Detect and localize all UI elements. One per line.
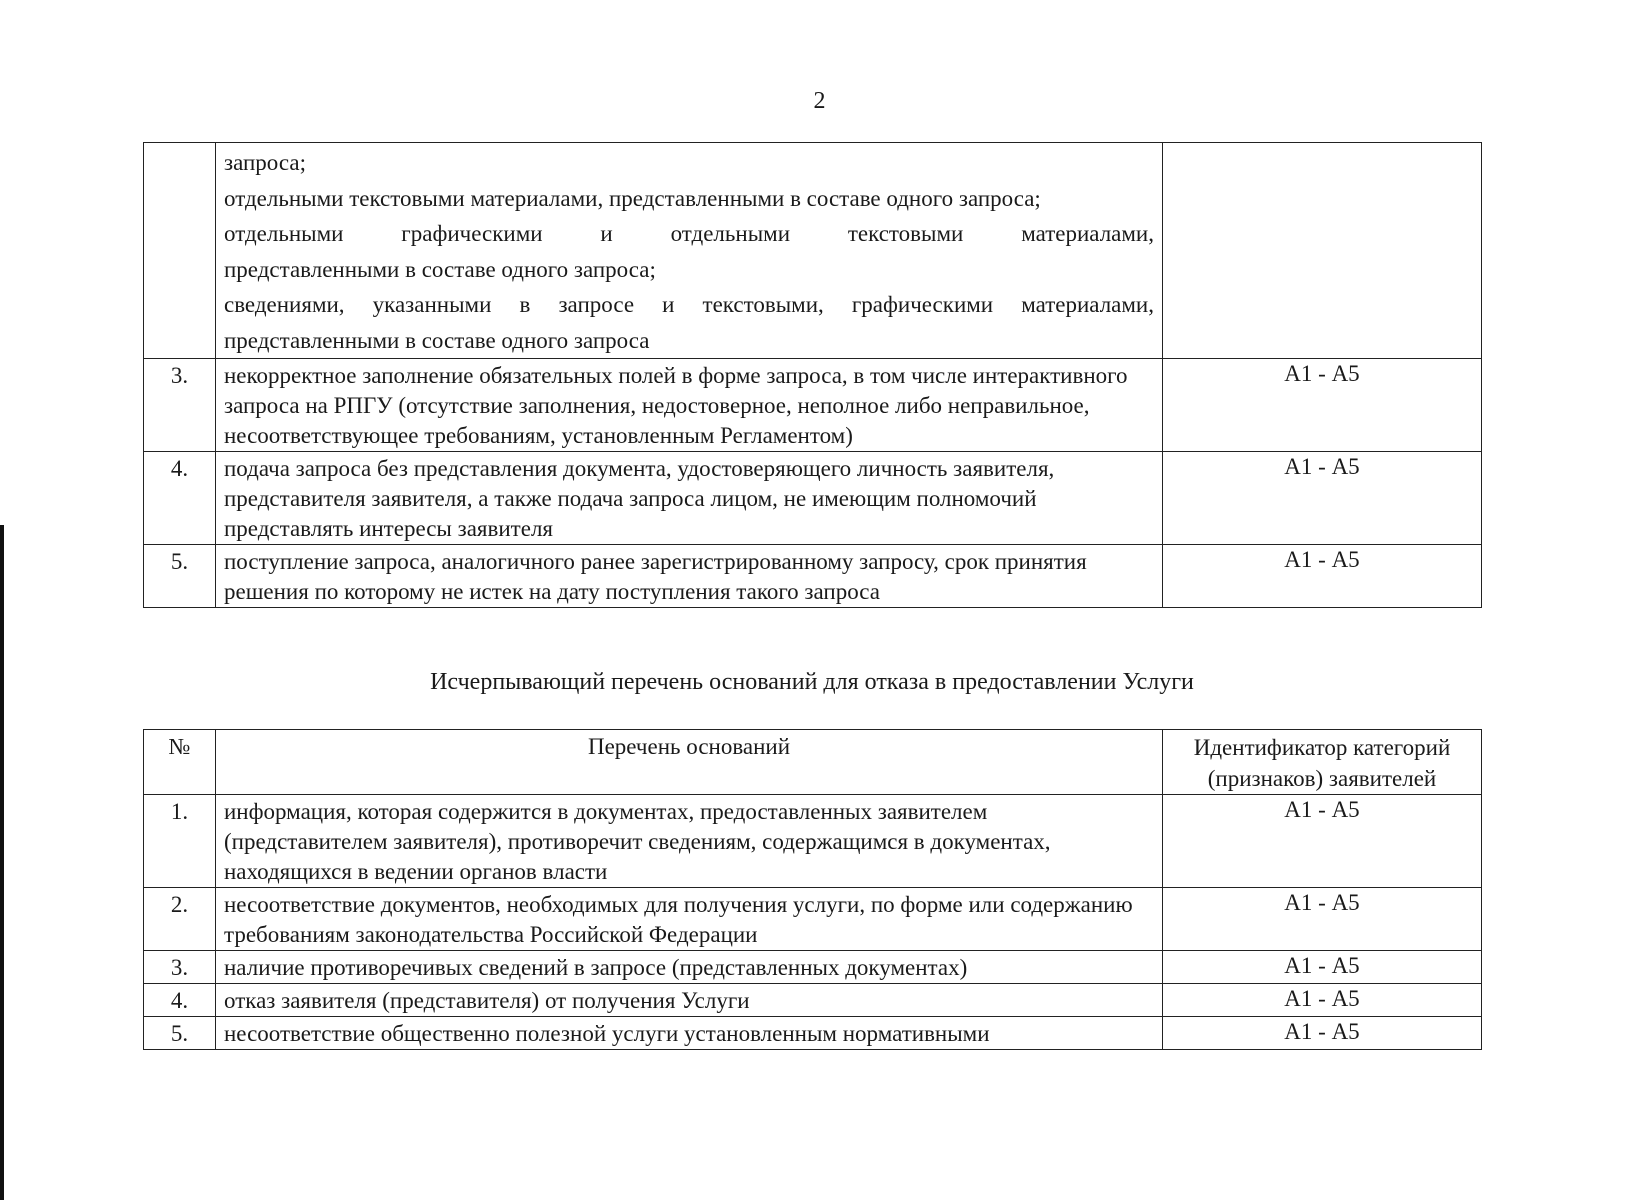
row-ids: А1 - А5 (1163, 359, 1482, 452)
table-row (144, 951, 1482, 984)
row-ids: А1 - А5 (1163, 452, 1482, 545)
row-number: 5. (144, 1017, 216, 1050)
row-ids: А1 - А5 (1163, 1017, 1482, 1050)
table-row (144, 545, 1482, 608)
table-row-continued (144, 143, 1482, 359)
line-5: сведениями, указанными в запросе и текстовыми, графическими материалами, (224, 292, 1154, 317)
row-number: 5. (144, 545, 216, 608)
grounds-table-continued (143, 142, 1482, 608)
table-row (144, 452, 1482, 545)
row-text: некорректное заполнение обязательных полей в форме запроса, в том числе интерактивного запроса на РПГУ (отсутствие заполнения, недостоверное, неполное либо неправильное, несоответствующее требованиям, установленным Регламентом) (216, 359, 1163, 452)
line-4: представленными в составе одного запроса; (224, 256, 656, 282)
row-text: несоответствие документов, необходимых для получения услуги, по форме или содержанию требованиям законодательства Российской Федерации (216, 888, 1163, 951)
row-text: несоответствие общественно полезной услуги установленным нормативными (216, 1017, 1163, 1050)
header-identifier: Идентификатор категорий (признаков) заявителей (1163, 730, 1482, 795)
row-text: наличие противоречивых сведений в запросе (представленных документах) (216, 951, 1163, 984)
row-number: 3. (144, 951, 216, 984)
line-3: отдельными графическими и отдельными текстовыми материалами, (224, 221, 1154, 246)
page-number: 2 (813, 88, 826, 114)
line-2: отдельными текстовыми материалами, представленными в составе одного запроса; (224, 185, 1041, 211)
row-number: 3. (144, 359, 216, 452)
table-row (144, 1017, 1482, 1050)
table-row (144, 359, 1482, 452)
header-number: № (144, 730, 216, 795)
header-grounds: Перечень оснований (216, 730, 1163, 795)
row-number: 1. (144, 795, 216, 888)
row-number: 4. (144, 452, 216, 545)
line-1: запроса; (224, 150, 306, 175)
row-number: 4. (144, 984, 216, 1017)
row-ids: А1 - А5 (1163, 984, 1482, 1017)
row-ids-cell (1163, 143, 1482, 359)
scan-edge (0, 525, 4, 1200)
section-heading: Исчерпывающий перечень оснований для отказа в предоставлении Услуги (430, 669, 1194, 695)
table-row (144, 888, 1482, 951)
row-number: 2. (144, 888, 216, 951)
row-text: информация, которая содержится в документах, предоставленных заявителем (представителем заявителя), противоречит сведениям, содержащимся в документах, находящихся в ведении органов власти (216, 795, 1163, 888)
table-header-row (144, 730, 1482, 795)
line-6: представленными в составе одного запроса (224, 327, 650, 353)
row-text-cell (216, 143, 1163, 359)
row-ids: А1 - А5 (1163, 795, 1482, 888)
row-ids: А1 - А5 (1163, 545, 1482, 608)
refusal-grounds-table (143, 729, 1482, 1050)
row-ids: А1 - А5 (1163, 888, 1482, 951)
table-row (144, 984, 1482, 1017)
row-text: поступление запроса, аналогичного ранее зарегистрированному запросу, срок принятия решения по которому не истек на дату поступления такого запроса (216, 545, 1163, 608)
row-number-cell (144, 143, 216, 359)
row-ids: А1 - А5 (1163, 951, 1482, 984)
table-row (144, 795, 1482, 888)
row-text: подача запроса без представления документа, удостоверяющего личность заявителя, представителя заявителя, а также подача запроса лицом, не имеющим полномочий представлять интересы заявителя (216, 452, 1163, 545)
row-text: отказ заявителя (представителя) от получения Услуги (216, 984, 1163, 1017)
